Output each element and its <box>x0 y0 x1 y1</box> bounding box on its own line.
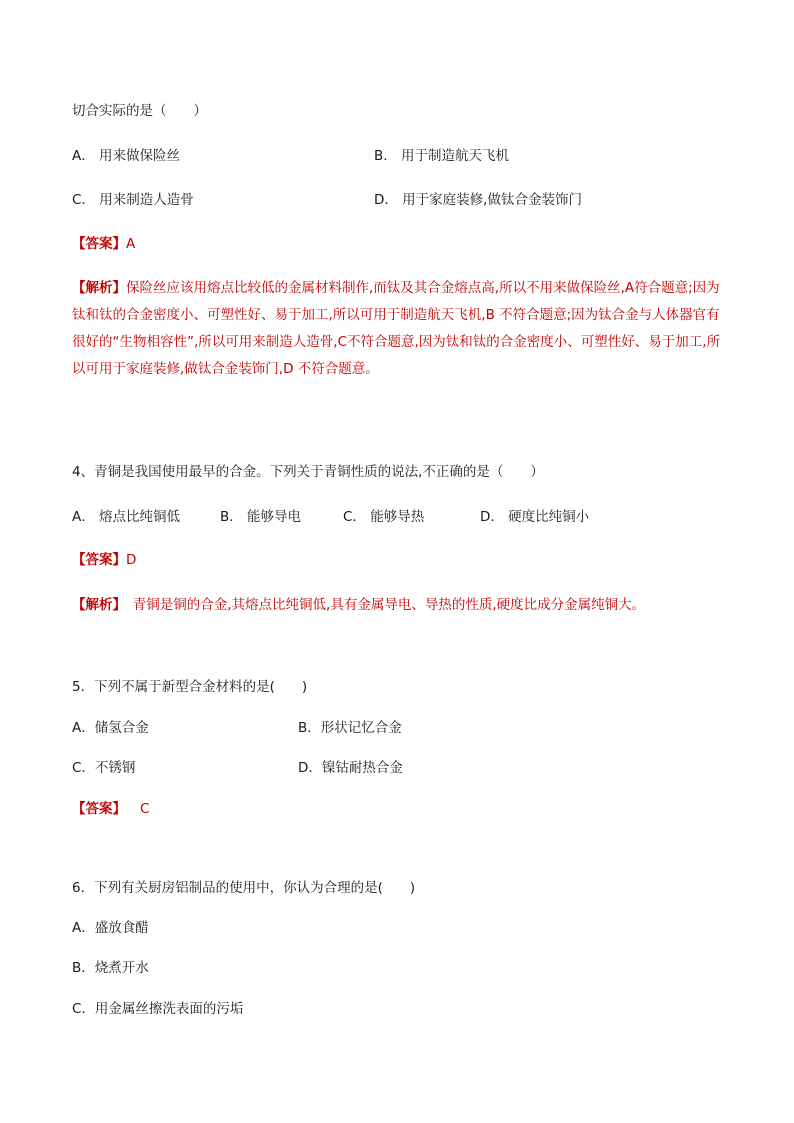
q5-option-b: B．形状记忆合金 <box>298 720 402 736</box>
q6-option-c: C．用金属丝擦洗表面的污垢 <box>72 1001 244 1017</box>
q5-answer <box>72 799 149 819</box>
q3-answer-value: A <box>126 236 136 252</box>
q5-answer-label: 【答案】 <box>72 801 126 817</box>
q4-analysis <box>72 595 645 615</box>
q4-option-c: C． 能够导热 <box>343 509 425 525</box>
q3-analysis <box>72 275 722 383</box>
q4-option-d: D． 硬度比纯铜小 <box>480 509 590 525</box>
q4-answer-value: D <box>126 552 137 568</box>
q3-stem-tail: 切合实际的是（ ） <box>72 103 207 119</box>
q5-answer-value: C <box>140 801 150 817</box>
q4-option-b: B． 能够导电 <box>220 509 302 525</box>
q4-stem: 4、青铜是我国使用最早的合金。下列关于青铜性质的说法,不正确的是（ ） <box>72 464 544 480</box>
q4-answer-label: 【答案】 <box>72 552 126 568</box>
q6-option-a: A．盛放食醋 <box>72 920 149 936</box>
q4-analysis-label: 【解析】 <box>72 597 120 613</box>
q5-option-c: C．不锈钢 <box>72 760 136 776</box>
q3-analysis-text: 保险丝应该用熔点比较低的金属材料制作,而钛及其合金熔点高,所以不用来做保险丝,A符合题意;因为钛和钛的合金密度小、可塑性好、易于加工,所以可用于制造航天飞机,B 不符合题意;因为钛合金与人体器官有很好的“生物相容性”,所以可用来制造人造骨,C不符合题意,因为钛和钛的合金密度小、可塑性好、易于加工,所以可用于家庭装修,做钛合金装饰门,D 不符合题意。 <box>72 280 721 377</box>
q5-option-a: A．储氢合金 <box>72 720 149 736</box>
q3-analysis-label: 【解析】 <box>72 280 126 296</box>
q4-answer <box>72 550 136 570</box>
q3-answer-label: 【答案】 <box>72 236 126 252</box>
q5-stem: 5．下列不属于新型合金材料的是( ) <box>72 679 308 695</box>
q6-option-b: B．烧煮开水 <box>72 960 149 976</box>
q6-stem: 6．下列有关厨房铝制品的使用中，你认为合理的是( ) <box>72 880 416 896</box>
q3-answer <box>72 234 135 254</box>
q3-option-a: A． 用来做保险丝 <box>72 148 181 164</box>
q3-option-b: B． 用于制造航天飞机 <box>374 148 510 164</box>
q3-option-d: D． 用于家庭装修,做钛合金装饰门 <box>374 192 582 208</box>
q5-option-d: D．镍钴耐热合金 <box>298 760 403 776</box>
q4-analysis-text: 青铜是铜的合金,其熔点比纯铜低,具有金属导电、导热的性质,硬度比成分金属纯铜大。 <box>119 597 646 613</box>
q3-option-c: C． 用来制造人造骨 <box>72 192 194 208</box>
q4-option-a: A． 熔点比纯铜低 <box>72 509 181 525</box>
